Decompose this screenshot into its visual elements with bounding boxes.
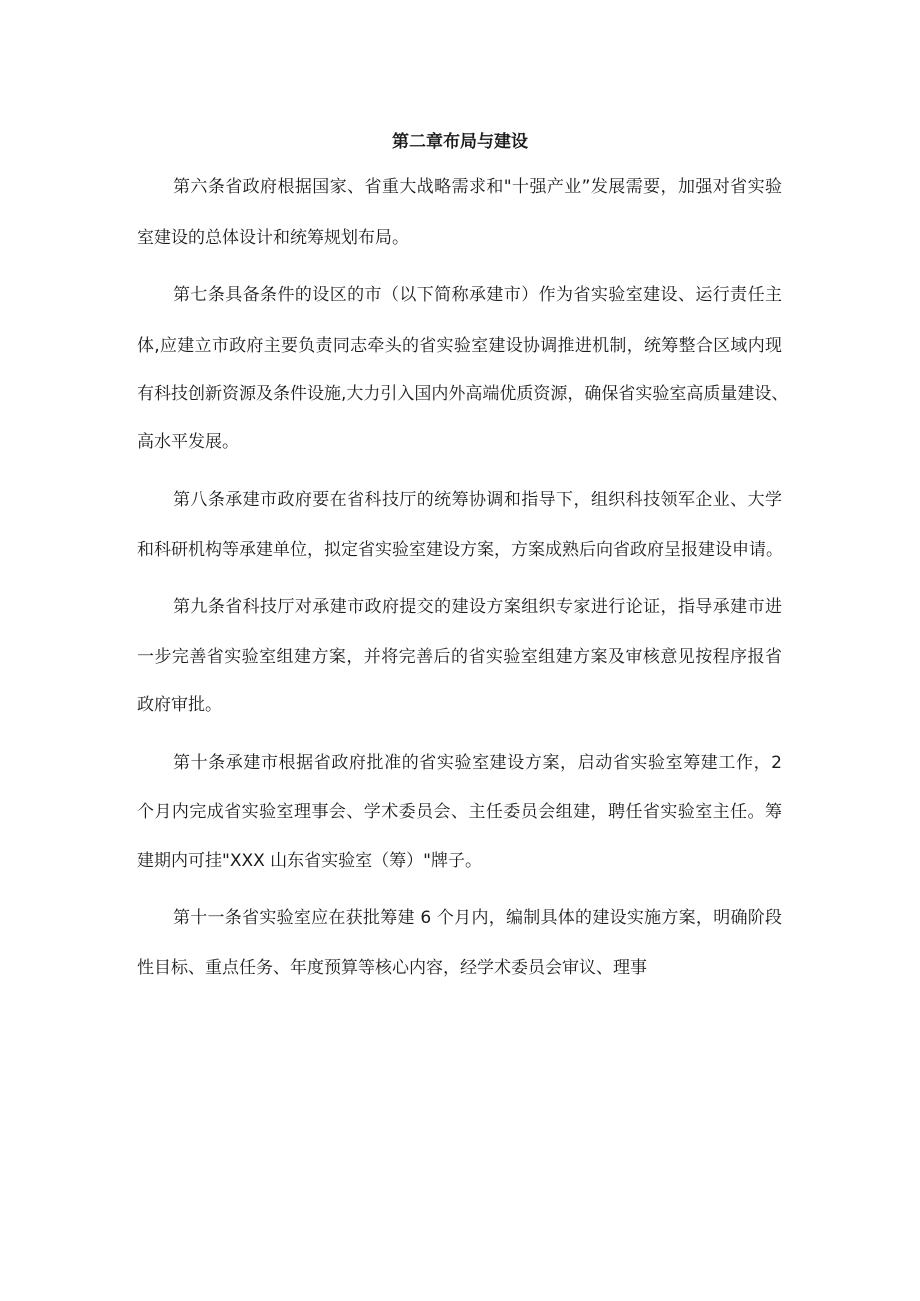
article-7-line-4: 高水平发展。 (137, 432, 239, 452)
article-11-line-1: 第十一条省实验室应在获批筹建 6 个月内，编制具体的建设实施方案，明确阶段 (173, 908, 782, 928)
article-10-line-3: 建期内可挂"XXX 山东省实验室（筹）"牌子。 (137, 851, 482, 871)
article-8-line-1: 第八条承建市政府要在省科技厅的统筹协调和指导下，组织科技领军企业、大学 (173, 490, 782, 510)
article-6-line-1: 第六条省政府根据国家、省重大战略需求和"十强产业”发展需要，加强对省实验 (173, 177, 782, 197)
article-7-line-1: 第七条具备条件的设区的市（以下简称承建市）作为省实验室建设、运行责任主 (173, 285, 782, 305)
article-6-line-2: 室建设的总体设计和统筹规划布局。 (137, 228, 409, 248)
article-10-line-2: 个月内完成省实验室理事会、学术委员会、主任委员会组建，聘任省实验室主任。筹 (137, 802, 782, 822)
article-8-line-2: 和科研机构等承建单位，拟定省实验室建设方案，方案成熟后向省政府呈报建设申请。 (137, 540, 783, 560)
article-9-line-3: 政府审批。 (137, 695, 222, 715)
article-9-line-1: 第九条省科技厅对承建市政府提交的建设方案组织专家进行论证，指导承建市进 (173, 597, 782, 617)
article-11-line-2: 性目标、重点任务、年度预算等核心内容，经学术委员会审议、理事 (137, 958, 647, 978)
article-7-line-2: 体,应建立市政府主要负责同志牵头的省实验室建设协调推进机制，统筹整合区域内现 (137, 336, 782, 356)
chapter-title: 第二章布局与建设 (392, 132, 528, 152)
article-9-line-2: 一步完善省实验室组建方案，并将完善后的省实验室组建方案及审核意见按程序报省 (137, 647, 782, 667)
article-10-line-1: 第十条承建市根据省政府批准的省实验室建设方案，启动省实验室筹建工作，2 (173, 753, 782, 773)
article-7-line-3: 有科技创新资源及条件设施,大力引入国内外高端优质资源，确保省实验室高质量建设、 (137, 384, 789, 404)
